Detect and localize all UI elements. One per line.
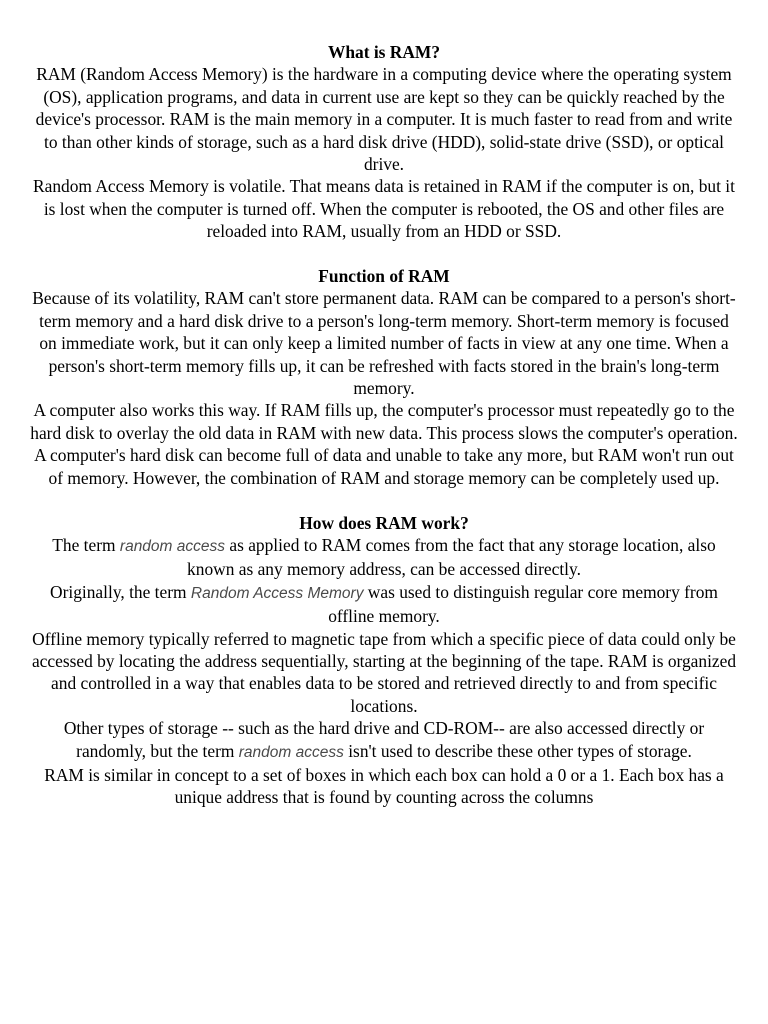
italic-term: Random Access Memory xyxy=(190,584,364,602)
text-run: isn't used to describe these other types of storage. xyxy=(343,740,692,761)
paragraph xyxy=(30,581,738,628)
text-run: Originally, the term xyxy=(50,581,191,602)
text-run: Other types of storage -- such as the hard drive and CD-ROM-- are also accessed directly or randomly, but the term xyxy=(63,718,705,761)
heading-what-is-ram: What is RAM? xyxy=(327,42,441,62)
paragraph: Because of its volatility, RAM can't store permanent data. RAM can be compared to a person's short-term memory and a hard disk drive to a person's long-term memory. Short-term memory is focused on immediate work, but it can only keep a limited number of facts in view at any one time. When a person's short-term memory fills up, it can be refreshed with facts stored in the brain's long-term memory. xyxy=(32,288,736,399)
paragraph: A computer also works this way. If RAM fills up, the computer's processor must repeatedly go to the hard disk to overlay the old data in RAM with new data. This process slows the computer's operation. xyxy=(30,400,738,443)
heading-how-does-ram-work: How does RAM work? xyxy=(299,512,469,533)
text-run: The term xyxy=(52,534,120,555)
text-run: as applied to RAM comes from the fact that any storage location, also known as any memory address, can be accessed directly. xyxy=(187,534,716,580)
text-run: was used to distinguish regular core memory from offline memory. xyxy=(328,581,718,627)
paragraph: RAM (Random Access Memory) is the hardware in a computing device where the operating system (OS), application programs, and data in current use are kept so they can be quickly reached by the device's processor. RAM is the main memory in a computer. It is much faster to read from and write to than other kinds of storage, such as a hard disk drive (HDD), solid-state drive (SSD), or optical drive. xyxy=(35,64,733,175)
paragraph xyxy=(30,534,738,581)
paragraph: Random Access Memory is volatile. That means data is retained in RAM if the computer is on, but it is lost when the computer is turned off. When the computer is rebooted, the OS and other files are reloaded into RAM, usually from an HDD or SSD. xyxy=(33,176,735,242)
italic-term: random access xyxy=(238,743,344,761)
paragraph xyxy=(30,717,738,764)
spacer xyxy=(30,489,738,511)
paragraph: A computer's hard disk can become full of data and unable to take any more, but RAM won't run out of memory. However, the combination of RAM and storage memory can be completely used up. xyxy=(34,445,734,488)
italic-term: random access xyxy=(119,537,226,555)
paragraph: RAM is similar in concept to a set of boxes in which each box can hold a 0 or a 1. Each box has a unique address that is found by counting across the columns xyxy=(44,764,724,808)
document-page xyxy=(30,41,738,809)
heading-function-of-ram: Function of RAM xyxy=(318,266,450,287)
spacer xyxy=(30,243,738,265)
paragraph: Offline memory typically referred to magnetic tape from which a specific piece of data could only be accessed by locating the address sequentially, starting at the beginning of the tape. RAM is organized and controlled in a way that enables data to be stored and retrieved directly to and from specific locations. xyxy=(31,628,737,716)
